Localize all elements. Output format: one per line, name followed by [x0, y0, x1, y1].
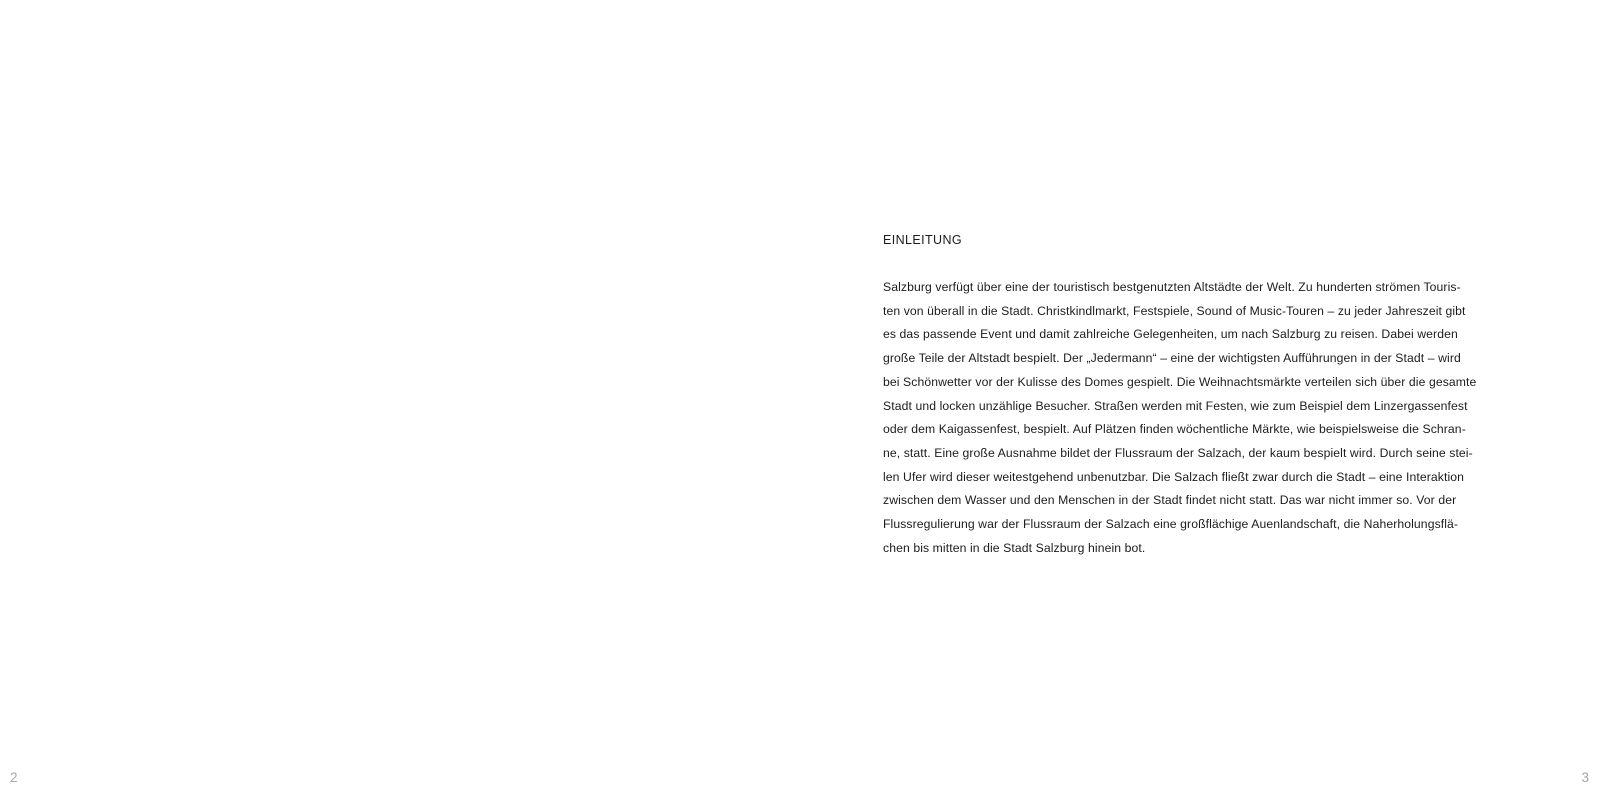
- text-line: Stadt und locken unzählige Besucher. Straßen werden mit Festen, wie zum Beispiel dem Linzergassenfest: [883, 398, 1468, 413]
- text-line: len Ufer wird dieser weitestgehend unbenutzbar. Die Salzach fließt zwar durch die Stadt – eine Interaktion: [883, 469, 1465, 484]
- text-line: Salzburg verfügt über eine der touristisch bestgenutzten Altstädte der Welt. Zu hunderten strömen Touris-: [883, 280, 1461, 294]
- text-line: chen bis mitten in die Stadt Salzburg hinein bot.: [883, 540, 1146, 555]
- text-line: große Teile der Altstadt bespielt. Der „Jedermann“ – eine der wichtigsten Aufführungen in der Stadt – wird: [883, 351, 1461, 366]
- text-line: zwischen dem Wasser und den Menschen in der Stadt findet nicht statt. Das war nicht immer so. Vor der: [883, 493, 1457, 508]
- introduction-paragraph: [883, 276, 1476, 560]
- page-number-right: 3: [1581, 770, 1589, 785]
- text-line: Flussregulierung war der Flussraum der Salzach eine großflächige Auenlandschaft, die Naherholungsflä-: [883, 517, 1459, 532]
- text-line: es das passende Event und damit zahlreiche Gelegenheiten, um nach Salzburg zu reisen. Dabei werden: [883, 327, 1458, 342]
- text-line: ne, statt. Eine große Ausnahme bildet der Flussraum der Salzach, der kaum bespielt wird. Durch seine stei-: [883, 445, 1473, 460]
- page-right: [800, 0, 1600, 800]
- text-line: oder dem Kaigassenfest, bespielt. Auf Plätzen finden wöchentliche Märkte, wie beispielsweise die Schran-: [883, 422, 1466, 437]
- text-line: bei Schönwetter vor der Kulisse des Domes gespielt. Die Weihnachtsmärkte verteilen sich über die gesamte: [883, 374, 1477, 389]
- section-heading: EINLEITUNG: [883, 233, 963, 247]
- text-line: ten von überall in die Stadt. Christkindlmarkt, Festspiele, Sound of Music-Touren – zu jeder Jahreszeit gibt: [883, 303, 1466, 318]
- page-number-left: 2: [10, 770, 18, 785]
